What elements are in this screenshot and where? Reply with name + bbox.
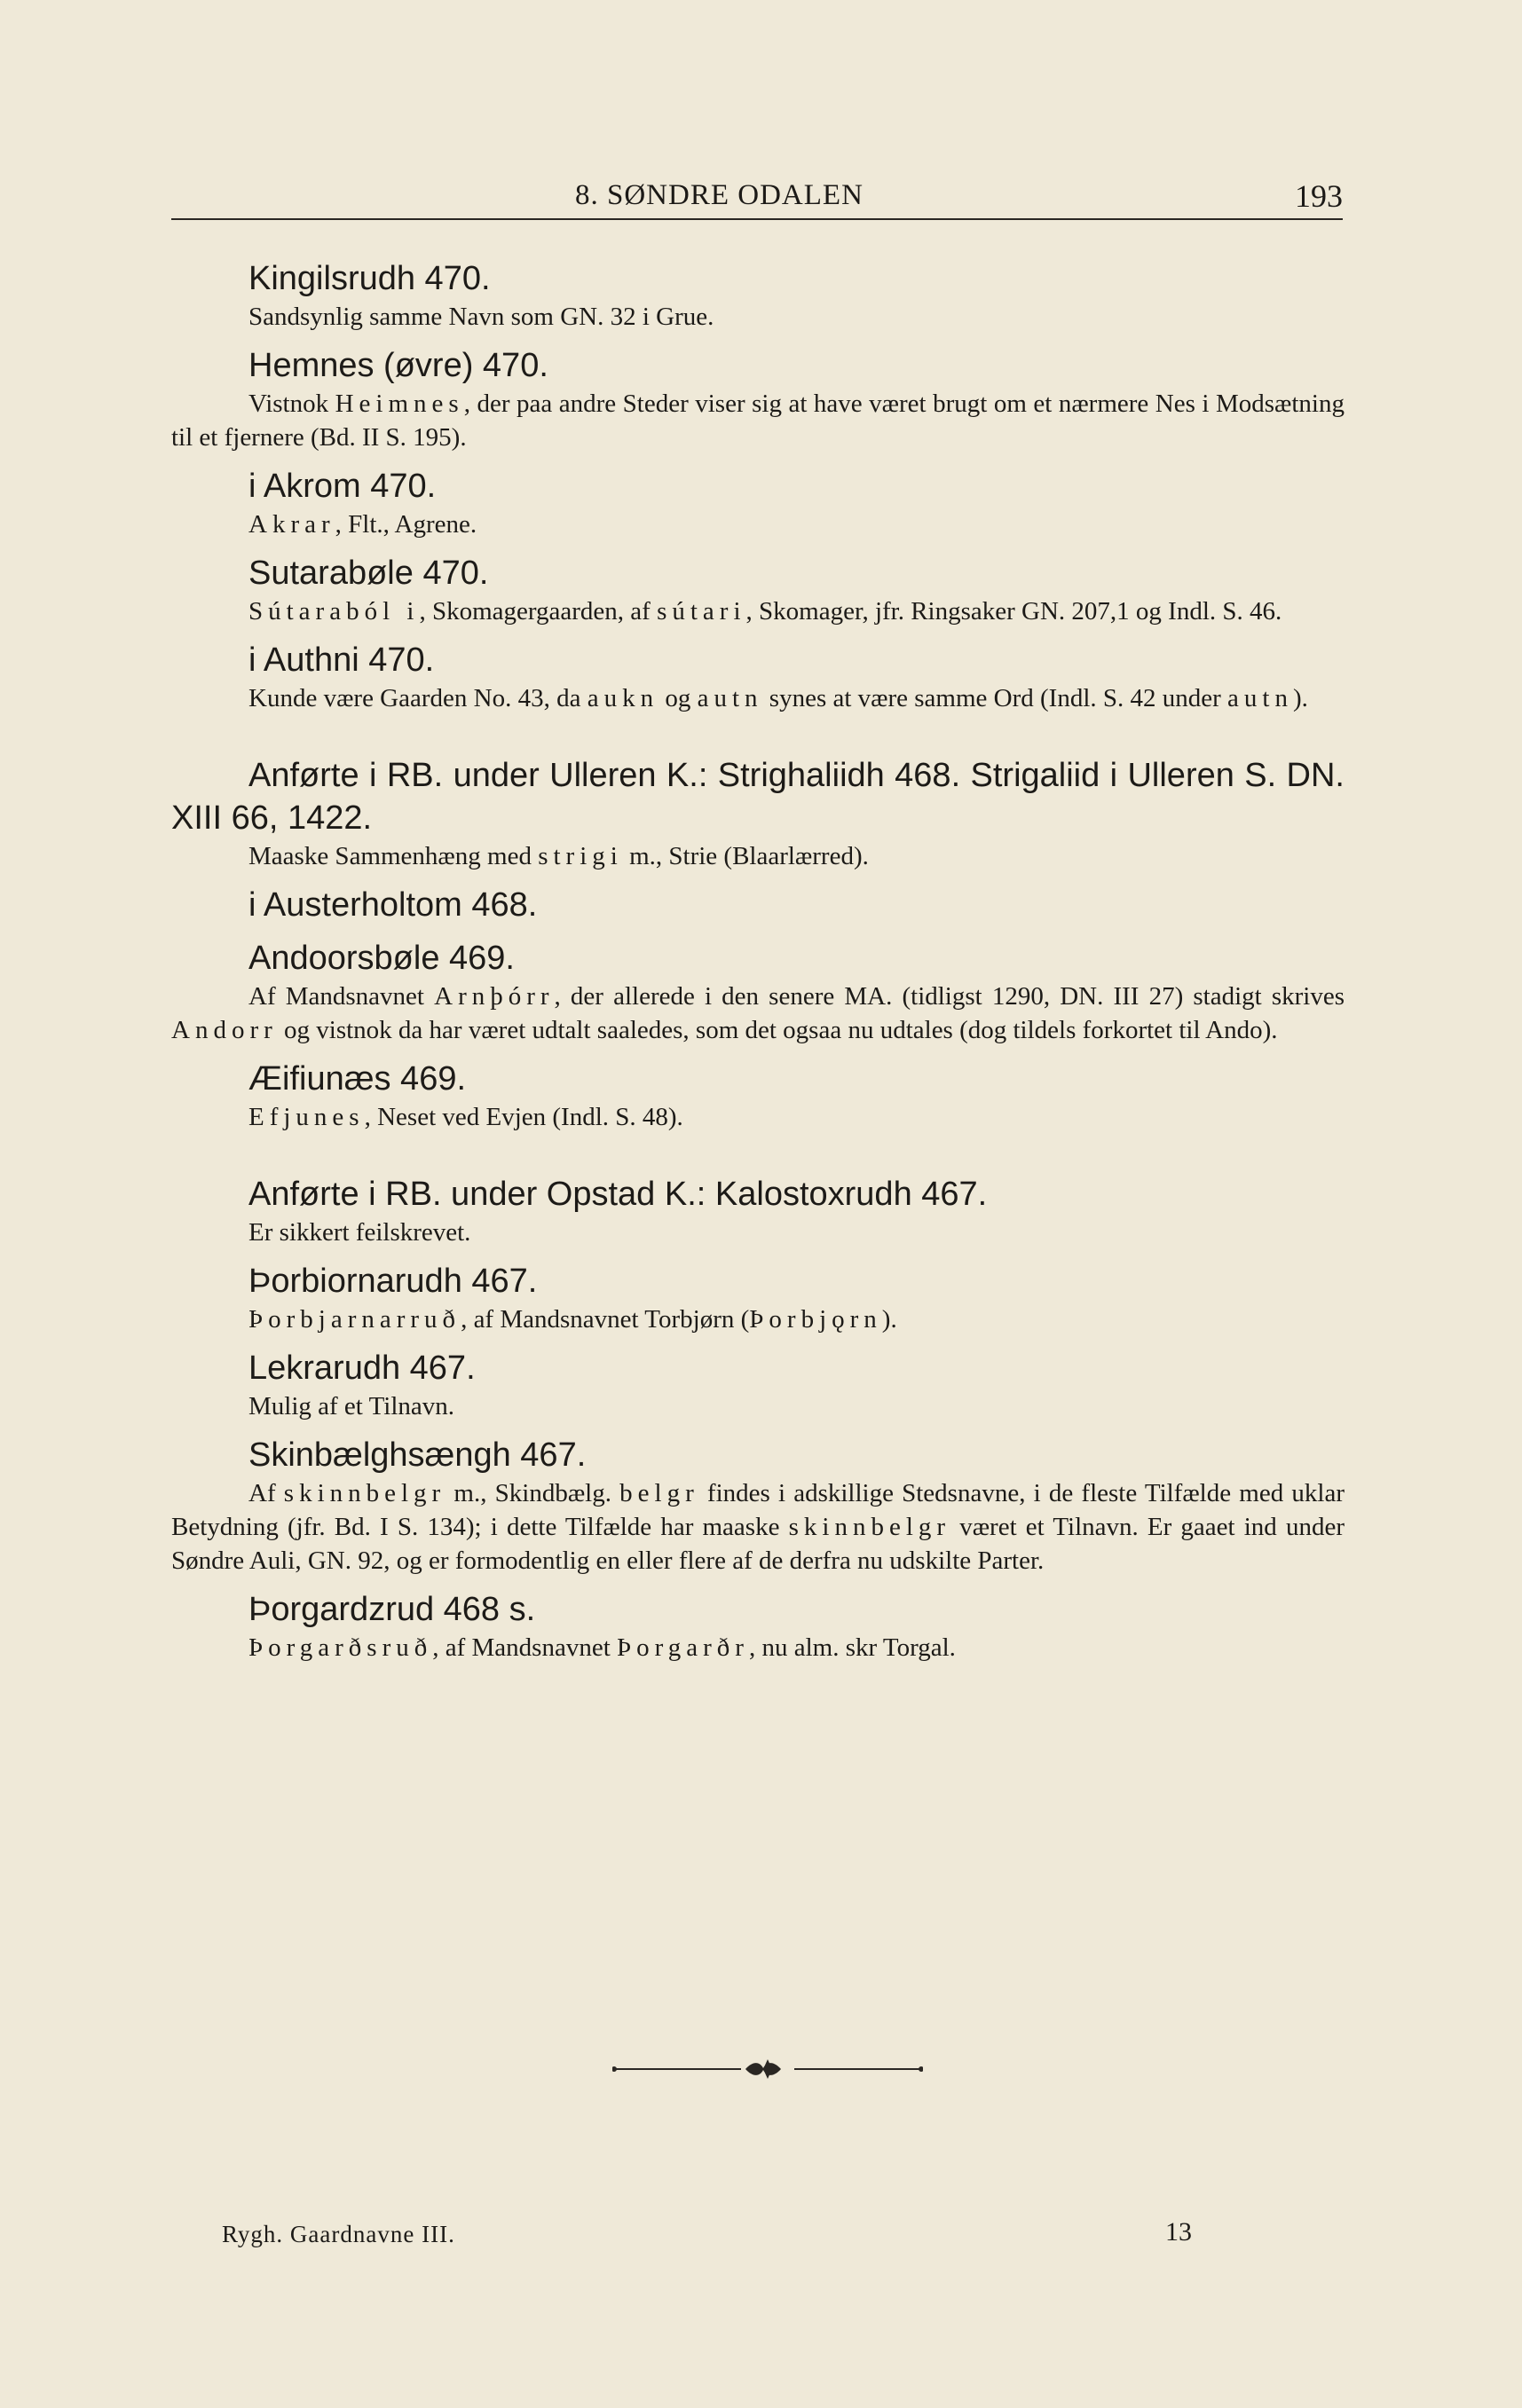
entry-text: Efjunes, Neset ved Evjen (Indl. S. 48). [248,1103,683,1131]
chapter-title: 8. SØNDRE ODALEN [575,179,864,211]
ornament-divider-icon [612,2056,923,2082]
entry-text: Þorbjarnarruð, af Mandsnavnet Torbjørn (Þorbjǫrn). [248,1305,897,1334]
entry-text: Af Mandsnavnet Arnþórr, der allerede i den senere MA. (tidligst 1290, DN. III 27) stadigt skrives Andorr og vistnok da har været udtalt saaledes, som det ogsaa nu udtales (dog tildels forkortet til Ando). [171,982,1345,1044]
entry-heading: Skinbælghsængh 467. [248,1436,587,1474]
entry-text: Vistnok Heimnes, der paa andre Steder viser sig at have været brugt om et nærmere Nes i Modsætning til et fjernere (Bd. II S. 195). [171,390,1345,452]
entry-text: Sútaraból i, Skomagergaarden, af sútari, Skomager, jfr. Ringsaker GN. 207,1 og Indl. S. 46. [248,597,1282,626]
section-heading: Anførte i RB. under Opstad K.: Kalostoxrudh 467. [248,1176,988,1213]
entry-heading: Sutarabøle 470. [248,555,489,592]
entry-heading: i Austerholtom 468. [248,886,538,924]
footer-signature: Rygh. Gaardnavne III. [222,2221,455,2247]
entry-text: Akrar, Flt., Agrene. [248,510,477,539]
entry-heading: Andoorsbøle 469. [248,940,515,977]
entry-text: Mulig af et Tilnavn. [248,1392,455,1420]
entry-text: Af skinnbelgr m., Skindbælg. belgr findes i adskillige Stedsnavne, i de fleste Tilfælde med uklar Betydning (jfr. Bd. I S. 134); i dette Tilfælde har maaske skinnbelgr været et Tilnavn. Er gaaet ind under Søndre Auli, GN. 92, og er formodentlig en eller flere af de derfra nu udskilte Parter. [171,1479,1345,1575]
section-heading: Anførte i RB. under Ulleren K.: Strighaliidh 468. Strigaliid i Ulleren S. DN. XIII 66, 1422. [171,757,1345,837]
entry-heading: Þorbiornarudh 467. [248,1263,538,1300]
footer-sheet-number: 13 [1165,2217,1192,2247]
entry-heading: Þorgardzrud 468 s. [248,1591,536,1628]
running-header [171,174,1343,220]
page-number: 193 [1295,178,1343,214]
entry-heading: Hemnes (øvre) 470. [248,347,548,384]
section-note: Maaske Sammenhæng med strigi m., Strie (Blaarlærred). [248,842,869,870]
entry-text: Kunde være Gaarden No. 43, da aukn og autn synes at være samme Ord (Indl. S. 42 under autn). [248,684,1308,712]
entry-text: Sandsynlig samme Navn som GN. 32 i Grue. [248,303,714,331]
section-note: Er sikkert feilskrevet. [248,1218,471,1247]
entry-heading: i Authni 470. [248,641,435,679]
entry-heading: Æifiunæs 469. [248,1060,467,1098]
entry-heading: i Akrom 470. [248,468,437,505]
entry-text: Þorgarðsruð, af Mandsnavnet Þorgarðr, nu alm. skr Torgal. [248,1633,956,1662]
entry-heading: Kingilsrudh 470. [248,260,491,297]
page-body [171,257,1345,1664]
entry-heading: Lekrarudh 467. [248,1350,476,1387]
